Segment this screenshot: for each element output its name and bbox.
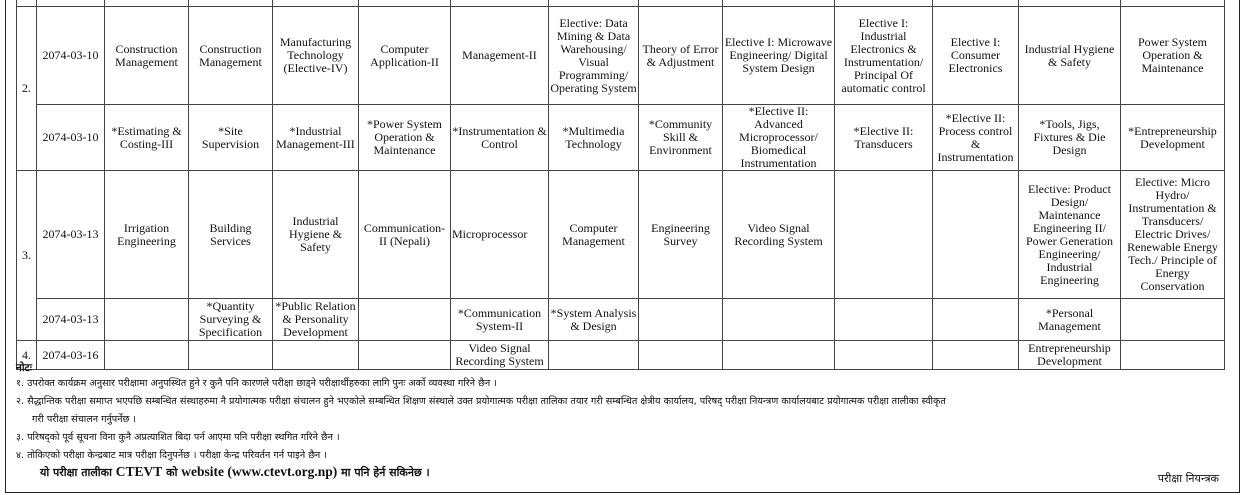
subject-cell <box>1121 299 1225 341</box>
subject-cell: Elective I: Consumer Electronics <box>933 7 1019 105</box>
exam-controller-signature: परीक्षा नियन्त्रक <box>1157 472 1219 485</box>
notice-text: यो परीक्षा तालीका <box>40 466 116 479</box>
subject-cell: *Industrial Management-III <box>273 105 359 171</box>
subject-cell <box>359 299 451 341</box>
subject-cell <box>723 299 835 341</box>
table-row <box>17 7 1225 105</box>
subject-cell: Entrepreneurship Development <box>1019 341 1121 370</box>
subject-cell: Theory of Error & Adjustment <box>639 7 723 105</box>
table-row <box>17 299 1225 341</box>
subject-cell: *Communication System-II <box>451 299 549 341</box>
serial-number: 3. <box>17 171 37 341</box>
subject-cell: Industrial Hygiene & Safety <box>1019 7 1121 105</box>
note-item: ४. तोकिएको परीक्षा केन्द्रबाट मात्र परीक्षा दिनुपर्नेछ । परीक्षा केन्द्र परिवर्तन गर्न पाइने छैन । <box>16 450 327 461</box>
subject-cell: *Entrepreneurship Development <box>1121 105 1225 171</box>
subject-cell: Elective: Data Mining & Data Warehousing/ Visual Programming/ Operating System <box>549 7 639 105</box>
table-row <box>17 105 1225 171</box>
subject-cell: Construction Management <box>105 7 189 105</box>
subject-cell: *Multimedia Technology <box>549 105 639 171</box>
note-item: १. उपरोक्त कार्यक्रम अनुसार परीक्षामा अनुपस्थित हुने र कुनै पनि कारणले परीक्षा छाड्ने परीक्षार्थीहरुका लागि पुनः अर्को व्यवस्था गरिने छैन । <box>16 378 497 389</box>
ctevt-name: CTEVT <box>115 464 163 479</box>
subject-cell: *Tools, Jigs, Fixtures & Die Design <box>1019 105 1121 171</box>
serial-number: 2. <box>17 7 37 171</box>
subject-cell <box>933 171 1019 299</box>
subject-cell: *Elective II: Process control & Instrumentation <box>933 105 1019 171</box>
subject-cell: *Community Skill & Environment <box>639 105 723 171</box>
subject-cell: Elective I: Industrial Electronics & Instrumentation/ Principal Of automatic control <box>835 7 933 105</box>
subject-cell: *Public Relation & Personality Development <box>273 299 359 341</box>
notes-heading: नोटः <box>16 362 32 374</box>
exam-date: 2074-03-13 <box>37 299 105 341</box>
subject-cell <box>933 299 1019 341</box>
website-notice <box>40 464 430 480</box>
subject-cell: *Instrumentation & Control <box>451 105 549 171</box>
subject-cell: *Personal Management <box>1019 299 1121 341</box>
subject-cell: Construction Management <box>189 7 273 105</box>
subject-cell: Elective I: Microwave Engineering/ Digital System Design <box>723 7 835 105</box>
subject-cell: Video Signal Recording System <box>451 341 549 370</box>
notice-text: को <box>162 466 182 479</box>
subject-cell: *Elective II: Advanced Microprocessor/ Biomedical Instrumentation <box>723 105 835 171</box>
subject-cell <box>639 299 723 341</box>
subject-cell: Engineering Survey <box>639 171 723 299</box>
note-item-continued: गरी परीक्षा संचालन गर्नुपर्नेछ । <box>32 414 136 425</box>
subject-cell: Elective: Product Design/ Maintenance Engineering II/ Power Generation Engineering/ Industrial Engineering <box>1019 171 1121 299</box>
subject-cell <box>105 299 189 341</box>
notice-text: मा पनि हेर्न सकिनेछ । <box>337 466 430 479</box>
subject-cell: *Quantity Surveying & Specification <box>189 299 273 341</box>
subject-cell: *Power System Operation & Maintenance <box>359 105 451 171</box>
table-row <box>17 171 1225 299</box>
subject-cell: *Elective II: Transducers <box>835 105 933 171</box>
subject-cell: Video Signal Recording System <box>723 171 835 299</box>
subject-cell: Manufacturing Technology (Elective-IV) <box>273 7 359 105</box>
subject-cell: Microprocessor <box>451 171 549 299</box>
subject-cell: Management-II <box>451 7 549 105</box>
subject-cell: Building Services <box>189 171 273 299</box>
subject-cell: Communication-II (Nepali) <box>359 171 451 299</box>
subject-cell: *System Analysis & Design <box>549 299 639 341</box>
subject-cell: Computer Management <box>549 171 639 299</box>
exam-date: 2074-03-10 <box>37 105 105 171</box>
exam-date: 2074-03-13 <box>37 171 105 299</box>
subject-cell: *Site Supervision <box>189 105 273 171</box>
notes-section <box>16 361 1231 465</box>
exam-schedule-table <box>16 0 1225 370</box>
subject-cell <box>835 171 933 299</box>
note-item: ३. परिषद्को पूर्व सूचना विना कुनै अप्रत्याशित बिदा पर्न आएमा पनि परीक्षा स्थगित गरिने छैन । <box>16 432 340 443</box>
exam-date: 2074-03-16 <box>37 341 105 370</box>
subject-cell: Elective: Micro Hydro/ Instrumentation & Transducers/ Electric Drives/ Renewable Energy Tech./ Principle of Energy Conservation <box>1121 171 1225 299</box>
website-link[interactable]: website (www.ctevt.org.np) <box>181 464 338 479</box>
subject-cell: *Estimating & Costing-III <box>105 105 189 171</box>
subject-cell: Computer Application-II <box>359 7 451 105</box>
subject-cell: Power System Operation & Maintenance <box>1121 7 1225 105</box>
note-item: २. सैद्धान्तिक परीक्षा समाप्त भएपछि सम्बन्धित संस्थाहरुमा नै प्रयोगात्मक परीक्षा संचालन हुने भएकोले सम्बन्धित शिक्षण संस्थाले उक्त प्रयोगात्मक परीक्षा तालिका तयार गरी सम्बन्धित क्षेत्रीय कार्यालय, परिषद् परीक्षा नियन्त्रण कार्यालयबाट प्रयोगात्मक परीक्षा तालीका स्वीकृत <box>16 396 946 407</box>
serial-number: 4. <box>17 341 37 370</box>
subject-cell: Irrigation Engineering <box>105 171 189 299</box>
exam-date: 2074-03-10 <box>37 7 105 105</box>
subject-cell: Industrial Hygiene & Safety <box>273 171 359 299</box>
subject-cell <box>835 299 933 341</box>
